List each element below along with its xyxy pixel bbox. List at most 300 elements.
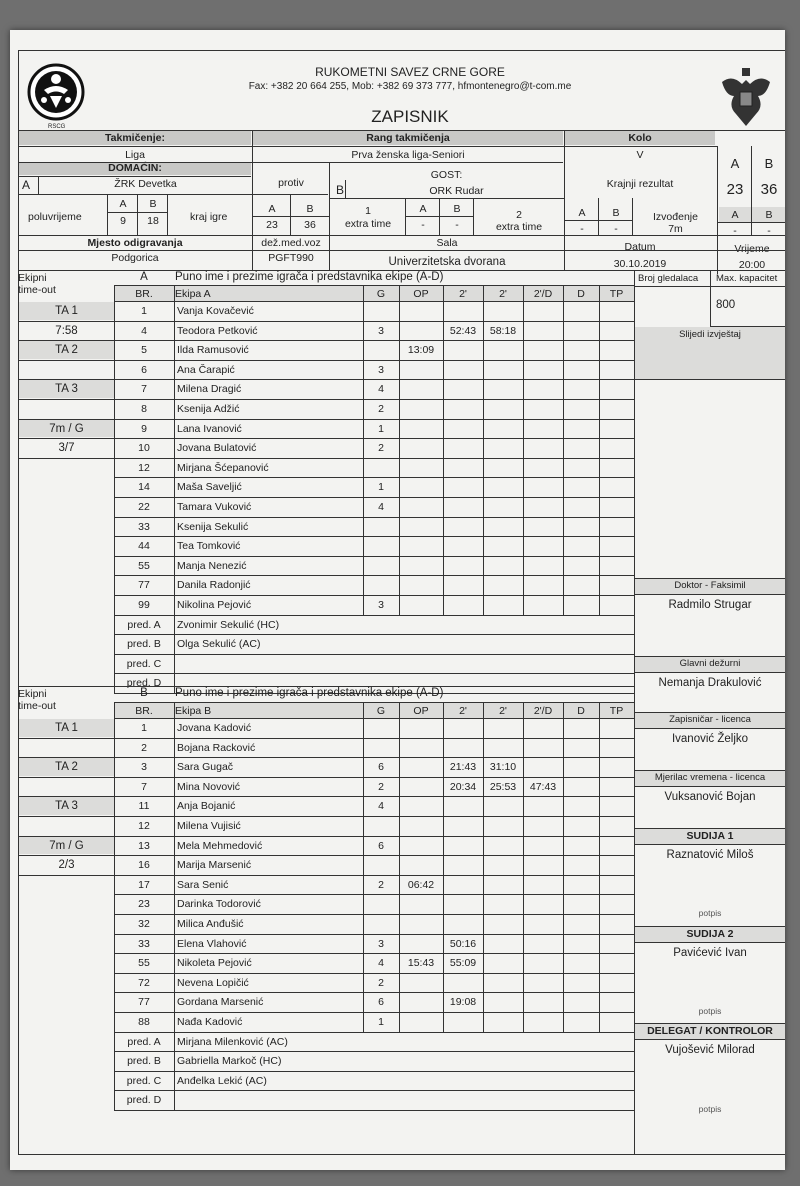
row-divider xyxy=(114,595,634,596)
team-b-player-name: Sara Senić xyxy=(177,878,229,891)
team-a-player-g: 2 xyxy=(378,442,384,455)
side-divider xyxy=(634,770,785,771)
timeout-divider xyxy=(18,777,114,778)
col-divider xyxy=(174,285,175,615)
pen-a-label: A xyxy=(578,207,586,219)
team-b-player-m2: 25:53 xyxy=(489,780,517,793)
team-b-player-name: Milena Vujisić xyxy=(177,820,241,832)
team-b-player-g: 6 xyxy=(378,996,384,1009)
rang-value: Prva ženska liga-Seniori xyxy=(351,149,465,161)
team-b-col-tp: TP xyxy=(609,705,624,717)
row-divider xyxy=(114,953,634,954)
col-divider xyxy=(399,702,400,1032)
row-divider xyxy=(114,458,634,459)
team-b-col-g: G xyxy=(376,705,386,717)
team-a-timeout-cell: 7:58 xyxy=(55,324,78,337)
delegat-signature-label: potpis xyxy=(698,1104,722,1114)
final-score-a: 23 xyxy=(726,181,744,198)
team-a-player-name: Lana Ivanović xyxy=(177,422,242,435)
team-a-timeout-subtitle: time-out xyxy=(18,284,56,296)
team-b-player-br: 88 xyxy=(138,1016,150,1028)
team-a-player-br: 44 xyxy=(138,540,150,553)
end-score-a: 23 xyxy=(266,219,278,231)
et1-sub: extra time xyxy=(344,218,392,230)
final-b-label: B xyxy=(764,156,774,171)
team-a-player-name: Manja Nenezić xyxy=(177,559,247,572)
half-score-a: 9 xyxy=(120,215,126,227)
team-a-player-name: Ilda Ramusović xyxy=(177,344,249,357)
row-divider xyxy=(114,301,634,302)
team-b-player-name: Sara Gugač xyxy=(177,761,234,774)
team-a-player-br: 5 xyxy=(141,344,147,357)
team-b-player-br: 7 xyxy=(141,780,147,793)
team-a-player-name: Mirjana Šćepanović xyxy=(177,461,269,474)
team-a-timeout-cell: TA 3 xyxy=(55,383,78,396)
team-b-timeout-cell: TA 1 xyxy=(55,722,78,734)
team-b-player-g: 2 xyxy=(378,976,384,989)
team-a-col-tp: TP xyxy=(609,288,624,300)
kolo-label: Kolo xyxy=(628,132,652,144)
gost-label: GOST: xyxy=(430,169,463,181)
col-divider xyxy=(363,702,364,1032)
official-divider xyxy=(114,1071,634,1072)
official-left-divider xyxy=(114,1032,115,1110)
team-a-player-name: Tamara Vuković xyxy=(177,501,252,513)
team-b-player-br: 1 xyxy=(141,722,147,734)
team-a-col-g: G xyxy=(376,288,386,300)
sala-value: Univerzitetska dvorana xyxy=(388,256,506,268)
team-b-player-name: Milica Anđušić xyxy=(177,918,244,930)
end-score-b: 36 xyxy=(304,219,316,231)
official-col-divider xyxy=(174,615,175,693)
team-b-player-br: 12 xyxy=(138,820,150,832)
team-a-col-team: Ekipa A xyxy=(175,288,211,300)
team-a-player-g: 3 xyxy=(378,599,384,611)
team-a-timeout-cell: TA 1 xyxy=(55,305,78,317)
doktor-value: Radmilo Strugar xyxy=(668,599,752,611)
official-divider xyxy=(114,1051,634,1052)
timeout-divider xyxy=(18,360,114,361)
score-sheet-paper xyxy=(10,30,785,1170)
team-b-col-2min-1: 2' xyxy=(459,705,467,717)
team-a-player-g: 2 xyxy=(378,403,384,415)
team-a-player-g: 1 xyxy=(378,481,384,494)
team-b-player-g: 6 xyxy=(378,839,384,852)
team-a-player-br: 9 xyxy=(141,422,147,435)
row-divider xyxy=(114,477,634,478)
izvodjenje-sub: 7m xyxy=(668,223,683,235)
col-divider xyxy=(599,702,600,1032)
timeout-divider xyxy=(18,438,114,439)
side-divider xyxy=(634,942,785,943)
mjerilac-label: Mjerilac vremena - licenca xyxy=(654,772,766,783)
datum-value: 30.10.2019 xyxy=(613,258,667,270)
side-divider xyxy=(634,786,785,787)
team-a-player-name: Ksenija Sekulić xyxy=(177,520,249,533)
team-b-player-name: Marija Marsenić xyxy=(177,859,252,872)
sudija1-value: Raznatović Miloš xyxy=(666,849,754,861)
team-a-player-br: 55 xyxy=(138,559,150,572)
team-b-player-g: 3 xyxy=(378,937,384,950)
timeout-divider xyxy=(18,816,114,817)
team-a-timeout-cell: 3/7 xyxy=(58,442,75,455)
krajnji-label: Krajnji rezultat xyxy=(606,178,674,190)
team-b-player-g: 2 xyxy=(378,780,384,793)
team-b-player-op: 06:42 xyxy=(407,878,435,891)
sudija1-label: SUDIJA 1 xyxy=(686,830,734,842)
team-a-player-g: 4 xyxy=(378,501,384,513)
glavni-label: Glavni dežurni xyxy=(679,658,741,669)
team-a-player-name: Ana Čarapić xyxy=(177,363,235,376)
team-b-player-op: 15:43 xyxy=(407,957,435,970)
half-a-label: A xyxy=(119,198,127,210)
timeout-divider xyxy=(18,458,114,459)
away-team: ORK Rudar xyxy=(429,185,484,197)
row-divider xyxy=(114,836,634,837)
row-divider xyxy=(114,934,634,935)
protiv-label: protiv xyxy=(278,177,304,189)
team-a-player-name: Jovana Bulatović xyxy=(177,442,257,455)
row-divider xyxy=(114,777,634,778)
row-divider xyxy=(114,497,634,498)
side-divider xyxy=(634,672,785,673)
col-divider xyxy=(483,702,484,1032)
side-divider xyxy=(634,594,785,595)
side-divider xyxy=(634,712,785,713)
team-b-player-name: Elena Vlahović xyxy=(177,937,247,950)
team-b-player-g: 2 xyxy=(378,878,384,891)
rang-label: Rang takmičenja xyxy=(366,132,450,144)
broj-gledalaca-label: Broj gledalaca xyxy=(638,273,699,284)
delegat-value: Vujošević Milorad xyxy=(665,1044,755,1056)
team-b-timeout-cell: TA 2 xyxy=(55,761,78,774)
team-b-player-br: 2 xyxy=(141,741,147,754)
team-b-player-name: Anja Bojanić xyxy=(177,800,236,813)
team-a-player-name: Milena Dragić xyxy=(177,383,242,396)
team-b-player-name: Bojana Racković xyxy=(177,741,256,754)
side-divider xyxy=(634,1023,785,1024)
team-b-col-br: BR. xyxy=(135,705,153,717)
official-left-divider xyxy=(114,615,115,693)
team-b-player-name: Nevena Lopičić xyxy=(177,976,249,989)
kolo-value: V xyxy=(636,149,644,161)
team-b-player-name: Nađa Kadović xyxy=(177,1016,243,1028)
row-divider xyxy=(114,875,634,876)
et1-label: 1 xyxy=(365,205,371,217)
half-score-b: 18 xyxy=(147,215,159,227)
row-divider xyxy=(114,419,634,420)
izvjestaj-label: Slijedi izvještaj xyxy=(679,329,741,340)
team-b-official-name: Gabriella Markoč (HC) xyxy=(177,1055,282,1068)
team-a-col-2min-d: 2'/D xyxy=(533,288,553,300)
team-b-player-name: Darinka Todorović xyxy=(177,898,261,911)
team-b-heading: Puno ime i prezime igrača i predstavnika ekipe (A-D) xyxy=(175,687,444,699)
team-b-player-br: 32 xyxy=(138,918,150,930)
col-divider xyxy=(599,285,600,615)
row-divider xyxy=(114,1012,634,1013)
col-divider xyxy=(523,285,524,615)
team-a-official-name: Olga Sekulić (AC) xyxy=(177,638,261,651)
team-a-player-m1: 52:43 xyxy=(449,324,477,337)
col-divider xyxy=(114,285,115,615)
row-divider xyxy=(114,894,634,895)
row-divider xyxy=(114,914,634,915)
final-a-label: A xyxy=(730,156,740,171)
away-letter: B xyxy=(336,183,345,197)
col-divider xyxy=(443,702,444,1032)
et1-b-label: B xyxy=(453,203,461,215)
row-divider xyxy=(114,360,634,361)
pen-b-label: B xyxy=(612,207,620,219)
izv-b-label: B xyxy=(765,209,773,221)
official-col-divider xyxy=(174,1032,175,1110)
et1-b-value: - xyxy=(455,219,459,231)
row-divider xyxy=(114,796,634,797)
col-divider xyxy=(443,285,444,615)
col-divider xyxy=(174,702,175,1032)
team-b-timeout-subtitle: time-out xyxy=(18,700,56,712)
team-a-player-br: 14 xyxy=(138,481,150,494)
page-title: ZAPISNIK xyxy=(371,107,449,126)
team-b-player-br: 17 xyxy=(138,878,150,891)
team-b-player-br: 55 xyxy=(138,957,150,970)
team-b-official-name: Mirjana Milenković (AC) xyxy=(177,1035,288,1048)
team-a-player-br: 10 xyxy=(138,442,150,455)
team-b-letter: B xyxy=(140,687,148,699)
team-a-player-m2: 58:18 xyxy=(489,324,517,337)
row-divider xyxy=(114,438,634,439)
team-b-player-br: 16 xyxy=(138,859,150,872)
side-divider xyxy=(634,926,785,927)
team-a-letter: A xyxy=(140,271,148,283)
col-divider xyxy=(523,702,524,1032)
official-divider xyxy=(114,1090,634,1091)
team-b-player-name: Gordana Marsenić xyxy=(177,996,264,1009)
takmicenje-value: Liga xyxy=(125,149,145,161)
team-a-player-br: 4 xyxy=(141,324,147,337)
team-b-player-br: 23 xyxy=(138,898,150,911)
col-divider xyxy=(563,285,564,615)
timeout-divider xyxy=(18,855,114,856)
zapisnicar-label: Zapisničar - licenca xyxy=(669,714,751,725)
side-divider xyxy=(634,828,785,829)
home-letter: A xyxy=(22,178,31,192)
vrijeme-value: 20:00 xyxy=(738,259,766,271)
federation-logo-icon xyxy=(26,62,86,122)
team-b-player-m3: 47:43 xyxy=(529,780,557,793)
dez-value: PGFT990 xyxy=(268,252,314,264)
dez-label: dež.med.voz xyxy=(261,237,321,249)
team-a-player-name: Nikolina Pejović xyxy=(177,599,252,611)
sudija2-label: SUDIJA 2 xyxy=(686,928,734,940)
row-divider xyxy=(114,536,634,537)
official-divider xyxy=(114,634,634,635)
side-divider xyxy=(634,578,785,579)
team-a-player-name: Teodora Petković xyxy=(177,324,258,337)
col-divider xyxy=(114,702,115,1032)
team-a-timeout-cell: TA 2 xyxy=(55,344,78,357)
et2-label: 2 xyxy=(516,209,522,221)
side-divider xyxy=(634,656,785,657)
team-b-player-br: 33 xyxy=(138,937,150,950)
team-b-player-br: 77 xyxy=(138,996,150,1009)
side-divider xyxy=(634,1039,785,1040)
sudija1-signature-label: potpis xyxy=(698,908,722,918)
team-a-player-name: Tea Tomković xyxy=(177,540,241,553)
team-a-player-br: 1 xyxy=(141,305,147,317)
kapacitet-value: 800 xyxy=(716,299,736,311)
delegat-label: DELEGAT / KONTROLOR xyxy=(647,1025,773,1037)
zapisnicar-value: Ivanović Željko xyxy=(671,733,749,745)
team-b-official-role: pred. B xyxy=(127,1055,161,1068)
team-b-col-2min-2: 2' xyxy=(499,705,507,717)
team-a-heading: Puno ime i prezime igrača i predstavnika ekipe (A-D) xyxy=(175,271,444,283)
official-divider xyxy=(114,654,634,655)
team-a-player-g: 1 xyxy=(378,422,384,435)
team-a-player-br: 8 xyxy=(141,403,147,415)
team-b-player-br: 3 xyxy=(141,761,147,774)
home-team: ŽRK Devetka xyxy=(114,178,177,190)
team-b-player-m1: 19:08 xyxy=(449,996,477,1009)
table-bottom xyxy=(114,1032,634,1033)
team-a-col-d: D xyxy=(577,288,585,300)
team-b-player-g: 4 xyxy=(378,957,384,970)
team-b-col-team: Ekipa B xyxy=(175,705,212,717)
team-b-col-2min-d: 2'/D xyxy=(533,705,553,717)
et1-a-value: - xyxy=(421,219,425,231)
team-a-player-g: 3 xyxy=(378,363,384,376)
kraj-igre-label: kraj igre xyxy=(190,211,228,223)
team-b-official-role: pred. D xyxy=(126,1094,162,1107)
team-b-player-br: 13 xyxy=(138,839,150,852)
org-contact: Fax: +382 20 664 255, Mob: +382 69 373 777, hfmontenegro@t-com.me xyxy=(248,81,572,92)
team-b-player-g: 1 xyxy=(378,1016,384,1028)
team-b-player-name: Nikoleta Pejović xyxy=(177,957,252,970)
team-a-official-role: pred. B xyxy=(127,638,161,651)
row-divider xyxy=(114,718,634,719)
team-b-timeout-cell: 7m / G xyxy=(49,839,84,852)
pen-b-value: - xyxy=(614,223,618,235)
team-b-player-m1: 50:16 xyxy=(449,937,477,950)
sudija2-value: Pavićević Ivan xyxy=(673,947,747,959)
col-divider xyxy=(483,285,484,615)
team-a-player-g: 4 xyxy=(378,383,384,396)
team-b-official-role: pred. C xyxy=(126,1074,162,1087)
team-b-timeout-title: Ekipni xyxy=(18,688,47,700)
team-b-official-role: pred. A xyxy=(127,1035,161,1048)
izv-a-value: - xyxy=(733,225,737,237)
team-a-official-role: pred. A xyxy=(127,618,161,631)
kapacitet-label: Max. kapacitet xyxy=(716,273,778,284)
half-b-label: B xyxy=(149,198,157,210)
doktor-label: Doktor - Faksimil xyxy=(674,580,746,591)
team-b-timeout-cell: TA 3 xyxy=(55,800,78,813)
side-divider xyxy=(634,728,785,729)
end-a-label: A xyxy=(268,203,276,215)
team-a-timeout-cell: 7m / G xyxy=(49,422,84,435)
final-score-b: 36 xyxy=(760,181,778,198)
team-b-player-name: Mina Novović xyxy=(177,780,241,793)
team-a-player-br: 22 xyxy=(138,501,150,513)
team-a-player-br: 99 xyxy=(138,599,150,611)
row-divider xyxy=(114,340,634,341)
org-name: RUKOMETNI SAVEZ CRNE GORE xyxy=(315,65,505,79)
team-b-player-m1: 55:09 xyxy=(449,957,477,970)
logo-caption: RSCG xyxy=(48,124,66,130)
team-b-player-m1: 21:43 xyxy=(449,761,477,774)
row-divider xyxy=(114,816,634,817)
coat-of-arms-icon xyxy=(718,66,774,130)
team-b-player-m2: 31:10 xyxy=(489,761,517,774)
row-divider xyxy=(114,556,634,557)
izv-b-value: - xyxy=(767,225,771,237)
team-b-player-br: 11 xyxy=(138,800,150,813)
team-a-player-name: Maša Saveljić xyxy=(177,481,242,494)
team-a-col-2min-1: 2' xyxy=(459,288,467,300)
row-divider xyxy=(114,575,634,576)
official-divider xyxy=(114,1110,634,1111)
end-b-label: B xyxy=(306,203,314,215)
team-b-col-d: D xyxy=(577,705,585,717)
sala-label: Sala xyxy=(436,237,458,249)
mjesto-label: Mjesto odigravanja xyxy=(87,237,183,249)
izv-a-label: A xyxy=(731,209,739,221)
team-a-player-br: 77 xyxy=(138,579,150,592)
row-divider xyxy=(114,738,634,739)
team-a-official-role: pred. D xyxy=(126,677,162,690)
team-a-player-name: Danila Radonjić xyxy=(177,579,251,592)
sudija2-signature-label: potpis xyxy=(698,1006,722,1016)
team-a-player-op: 13:09 xyxy=(407,344,435,357)
team-a-player-br: 7 xyxy=(141,383,147,396)
izvodjenje-label: Izvođenje xyxy=(653,211,698,223)
team-a-player-br: 6 xyxy=(141,363,147,376)
team-b-player-name: Jovana Kadović xyxy=(177,722,252,734)
domacin-label: DOMAĆIN: xyxy=(108,162,162,174)
col-divider xyxy=(563,702,564,1032)
team-a-player-g: 3 xyxy=(378,324,384,337)
mjesto-value: Podgorica xyxy=(111,252,159,264)
row-divider xyxy=(114,321,634,322)
row-divider xyxy=(114,855,634,856)
team-a-player-name: Vanja Kovačević xyxy=(177,305,254,317)
timeout-divider xyxy=(18,399,114,400)
side-divider xyxy=(634,844,785,845)
row-divider xyxy=(114,992,634,993)
team-a-col-br: BR. xyxy=(135,288,153,300)
datum-label: Datum xyxy=(624,241,656,253)
team-b-player-br: 72 xyxy=(138,976,150,989)
poluvrijeme-label: poluvrijeme xyxy=(28,211,82,223)
timeout-divider xyxy=(18,321,114,322)
team-b-timeout-cell: 2/3 xyxy=(58,859,75,872)
glavni-value: Nemanja Drakulović xyxy=(658,677,762,689)
team-b-player-g: 6 xyxy=(378,761,384,774)
official-divider xyxy=(114,673,634,674)
col-divider xyxy=(399,285,400,615)
timeout-divider xyxy=(18,738,114,739)
row-divider xyxy=(114,399,634,400)
row-divider xyxy=(114,517,634,518)
team-a-player-br: 12 xyxy=(138,461,150,474)
mjerilac-value: Vuksanović Bojan xyxy=(664,791,756,803)
team-b-player-g: 4 xyxy=(378,800,384,813)
col-divider xyxy=(363,285,364,615)
team-a-timeout-title: Ekipni xyxy=(18,272,47,284)
team-a-player-br: 33 xyxy=(138,520,150,533)
takmicenje-label: Takmičenje: xyxy=(105,132,165,144)
team-a-player-name: Ksenija Adžić xyxy=(177,403,240,415)
